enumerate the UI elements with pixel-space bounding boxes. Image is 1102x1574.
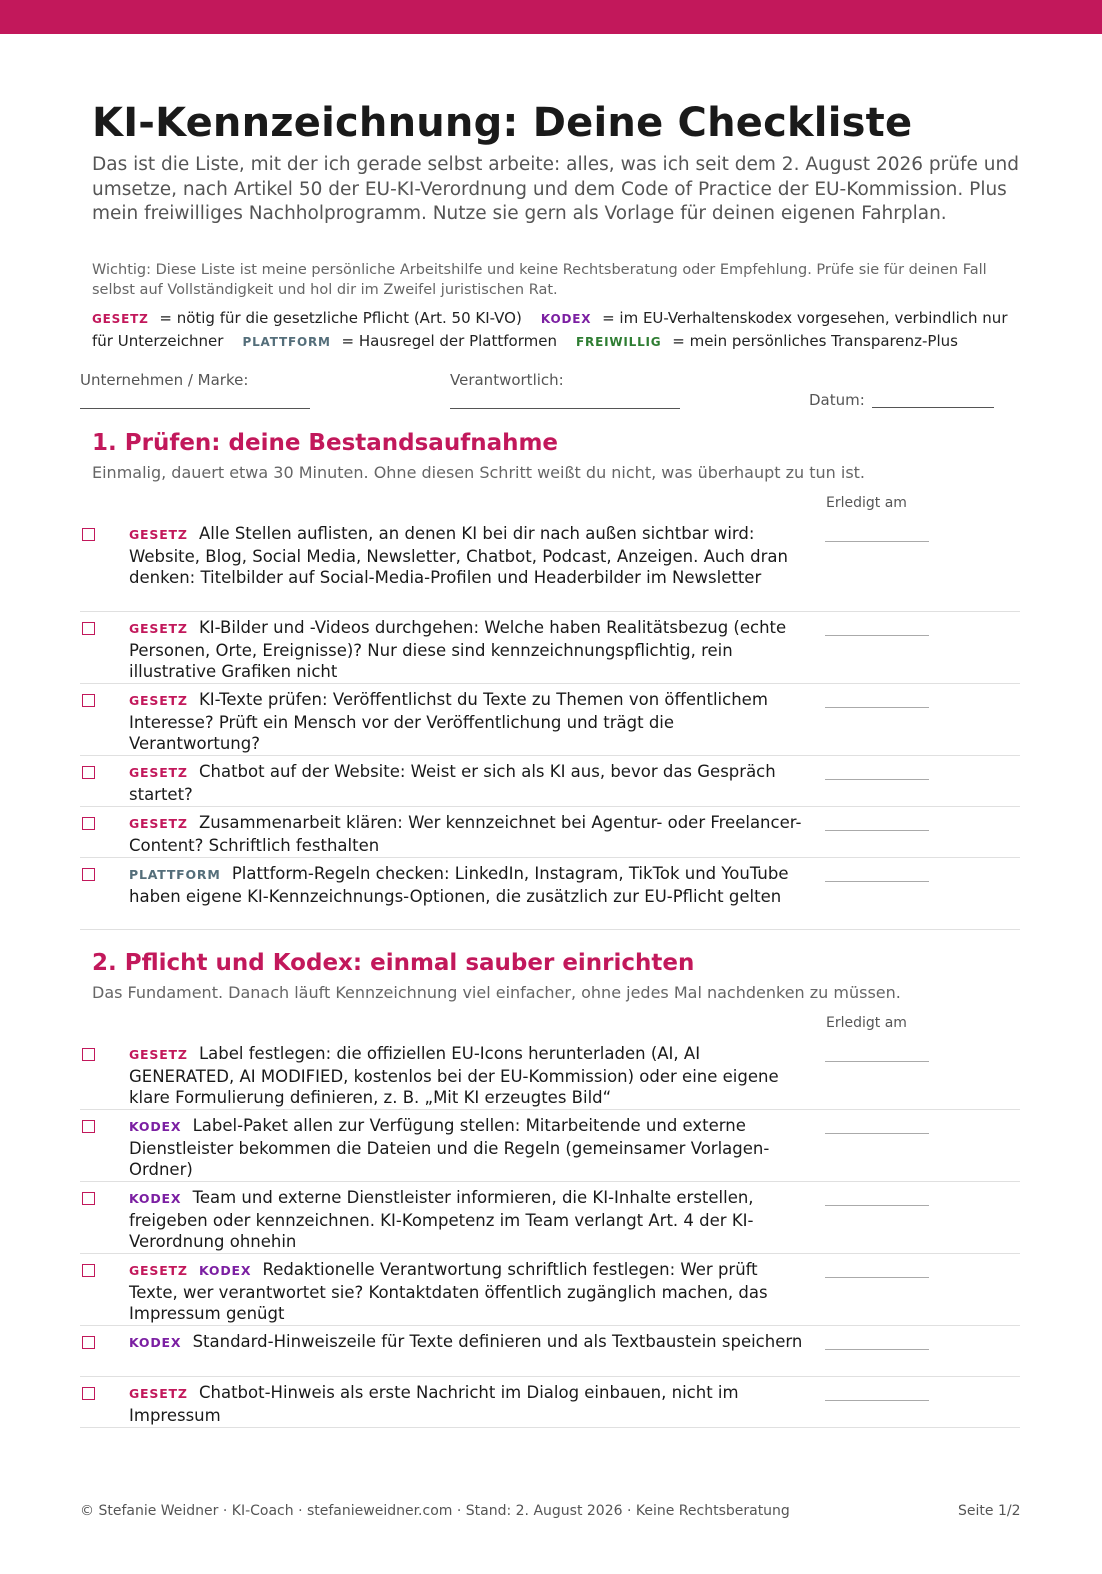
page-title: KI-Kennzeichnung: Deine Checkliste: [92, 100, 913, 146]
checklist-item-text: Plattform-Regeln checken: LinkedIn, Instagram, TikTok und YouTube haben eigene KI-Kennzeichnungs-Optionen, die zusätzlich zur EU-Pflicht gelten: [129, 864, 789, 906]
responsible-label: Verantwortlich:: [450, 371, 564, 389]
done-date-field[interactable]: [825, 1277, 929, 1278]
checklist-item-content: [129, 523, 809, 589]
checklist-item-text: Standard-Hinweiszeile für Texte definieren und als Textbaustein speichern: [192, 1332, 803, 1351]
legend-text-plattform: = Hausregel der Plattformen: [341, 332, 557, 350]
section-subtitle: Einmalig, dauert etwa 30 Minuten. Ohne diesen Schritt weißt du nicht, was überhaupt zu tun ist.: [92, 463, 866, 482]
done-date-field[interactable]: [825, 541, 929, 542]
done-date-field[interactable]: [825, 779, 929, 780]
checklist-item-text: Zusammenarbeit klären: Wer kennzeichnet bei Agentur- oder Freelancer-Content? Schriftlich festhalten: [129, 813, 802, 855]
tag-gesetz: GESETZ: [129, 621, 188, 636]
done-date-header: Erledigt am: [826, 495, 907, 511]
checklist-item-text: Chatbot auf der Website: Weist er sich als KI aus, bevor das Gespräch startet?: [129, 762, 776, 804]
legend-tag-plattform: PLATTFORM: [242, 335, 331, 349]
checklist-item: [80, 617, 1020, 684]
done-date-field[interactable]: [825, 1400, 929, 1401]
section-title: 2. Pflicht und Kodex: einmal sauber einrichten: [92, 950, 695, 976]
done-date-field[interactable]: [825, 1133, 929, 1134]
date-field[interactable]: [872, 407, 994, 408]
legend-tag-freiwillig: FREIWILLIG: [576, 335, 662, 349]
checklist-item: [80, 689, 1020, 756]
footer-credits: © Stefanie Weidner · KI-Coach · stefanieweidner.com · Stand: 2. August 2026 · Keine Rechtsberatung: [80, 1503, 790, 1519]
checklist-item-text: Chatbot-Hinweis als erste Nachricht im Dialog einbauen, nicht im Impressum: [129, 1383, 739, 1425]
tag-gesetz: GESETZ: [129, 527, 188, 542]
tag-gesetz: GESETZ: [129, 1263, 188, 1278]
checkbox[interactable]: [82, 528, 95, 541]
checklist-item: [80, 812, 1020, 858]
done-date-field[interactable]: [825, 830, 929, 831]
tag-legend: [92, 307, 1022, 353]
checklist-item-content: [129, 1115, 809, 1181]
tag-gesetz: GESETZ: [129, 693, 188, 708]
checklist-item: [80, 863, 1020, 930]
checklist-item-text: Alle Stellen auflisten, an denen KI bei dir nach außen sichtbar wird: Website, Blog, Social Media, Newsletter, Chatbot, Podcast, Anzeigen. Auch dran denken: Titelbilder auf Social-Media-Profilen und Headerbilder im Newsletter: [129, 524, 788, 588]
checkbox[interactable]: [82, 766, 95, 779]
legend-tag-gesetz: GESETZ: [92, 312, 149, 326]
checklist-item-text: Team und externe Dienstleister informieren, die KI-Inhalte erstellen, freigeben oder kennzeichnen. KI-Kompetenz im Team verlangt Art. 4 der KI-Verordnung ohnehin: [129, 1188, 754, 1252]
done-date-field[interactable]: [825, 1205, 929, 1206]
checklist-item-content: [129, 1331, 809, 1354]
checklist-item: [80, 1382, 1020, 1428]
checklist-item: [80, 1259, 1020, 1326]
top-accent-bar: [0, 0, 1102, 34]
checklist-item-content: [129, 689, 809, 755]
tag-kodex: KODEX: [198, 1263, 252, 1278]
checkbox[interactable]: [82, 622, 95, 635]
checklist-item-content: [129, 1187, 809, 1253]
checklist-item: [80, 1187, 1020, 1254]
checkbox[interactable]: [82, 1336, 95, 1349]
checklist-item: [80, 1115, 1020, 1182]
checkbox[interactable]: [82, 1048, 95, 1061]
tag-kodex: KODEX: [129, 1191, 182, 1206]
checkbox[interactable]: [82, 868, 95, 881]
done-date-field[interactable]: [825, 707, 929, 708]
checklist-item-text: Redaktionelle Verantwortung schriftlich festlegen: Wer prüft Texte, wer verantwortet sie? Kontaktdaten öffentlich zugänglich machen, das Impressum genügt: [129, 1260, 768, 1324]
checklist-item-text: KI-Bilder und -Videos durchgehen: Welche haben Realitätsbezug (echte Personen, Orte, Ereignisse)? Nur diese sind kennzeichnungspflichtig, rein illustrative Grafiken nicht: [129, 618, 787, 682]
legend-text-kodex: = im EU-Verhaltenskodex vorgesehen, verbindlich nur für Unterzeichner: [92, 309, 1008, 350]
legend-tag-kodex: KODEX: [540, 312, 592, 326]
done-date-field[interactable]: [825, 635, 929, 636]
checkbox[interactable]: [82, 694, 95, 707]
checklist-item: [80, 761, 1020, 807]
tag-gesetz: GESETZ: [129, 816, 188, 831]
checklist-item: [80, 1043, 1020, 1110]
checklist-item-content: [129, 863, 809, 907]
tag-kodex: KODEX: [129, 1119, 182, 1134]
section-subtitle: Das Fundament. Danach läuft Kennzeichnung viel einfacher, ohne jedes Mal nachdenken zu müssen.: [92, 983, 901, 1002]
tag-gesetz: GESETZ: [129, 1047, 188, 1062]
done-date-field[interactable]: [825, 1349, 929, 1350]
checklist-item: [80, 1331, 1020, 1377]
checklist-item-content: [129, 1259, 809, 1325]
date-label: Datum:: [809, 391, 865, 409]
checklist-item-content: [129, 617, 809, 683]
checkbox[interactable]: [82, 1387, 95, 1400]
checkbox[interactable]: [82, 1264, 95, 1277]
done-date-field[interactable]: [825, 881, 929, 882]
legend-text-gesetz: = nötig für die gesetzliche Pflicht (Art. 50 KI-VO): [159, 309, 522, 327]
checklist-item-content: [129, 761, 809, 805]
tag-gesetz: GESETZ: [129, 765, 188, 780]
checklist-item-text: Label-Paket allen zur Verfügung stellen: Mitarbeitende und externe Dienstleister bekommen die Dateien und die Regeln (gemeinsamer Vorlagen-Ordner): [129, 1116, 770, 1180]
intro-text: Das ist die Liste, mit der ich gerade selbst arbeite: alles, was ich seit dem 2. August 2026 prüfe und umsetze, nach Artikel 50 der EU-KI-Verordnung und dem Code of Practice der EU-Kommission. Plus mein freiwilliges Nachholprogramm. Nutze sie gern als Vorlage für deinen eigenen Fahrplan.: [92, 154, 1019, 224]
done-date-header: Erledigt am: [826, 1015, 907, 1031]
section-title: 1. Prüfen: deine Bestandsaufnahme: [92, 430, 559, 456]
done-date-field[interactable]: [825, 1061, 929, 1062]
tag-plattform: PLATTFORM: [129, 867, 221, 882]
checkbox[interactable]: [82, 1120, 95, 1133]
checklist-item: [80, 523, 1020, 612]
disclaimer-text: Wichtig: Diese Liste ist meine persönliche Arbeitshilfe und keine Rechtsberatung oder Empfehlung. Prüfe sie für deinen Fall selbst auf Vollständigkeit und hol dir im Zweifel juristischen Rat.: [92, 262, 987, 298]
responsible-field[interactable]: [450, 408, 680, 409]
checkbox[interactable]: [82, 1192, 95, 1205]
checklist-item-text: KI-Texte prüfen: Veröffentlichst du Texte zu Themen von öffentlichem Interesse? Prüft ein Mensch vor der Veröffentlichung und trägt die Verantwortung?: [129, 690, 768, 754]
checklist-item-content: [129, 1382, 809, 1426]
checklist-item-text: Label festlegen: die offiziellen EU-Icons herunterladen (AI, AI GENERATED, AI MODIFIED, kostenlos bei der EU-Kommission) oder eine eigene klare Formulierung definieren, z. B. „Mit KI erzeugtes Bild“: [129, 1044, 779, 1108]
tag-kodex: KODEX: [129, 1335, 182, 1350]
company-field[interactable]: [80, 408, 310, 409]
legend-text-freiwillig: = mein persönliches Transparenz-Plus: [672, 332, 958, 350]
page-number: Seite 1/2: [958, 1503, 1021, 1519]
checkbox[interactable]: [82, 817, 95, 830]
checklist-item-content: [129, 812, 809, 856]
checklist-item-content: [129, 1043, 809, 1109]
company-label: Unternehmen / Marke:: [80, 371, 249, 389]
tag-gesetz: GESETZ: [129, 1386, 188, 1401]
